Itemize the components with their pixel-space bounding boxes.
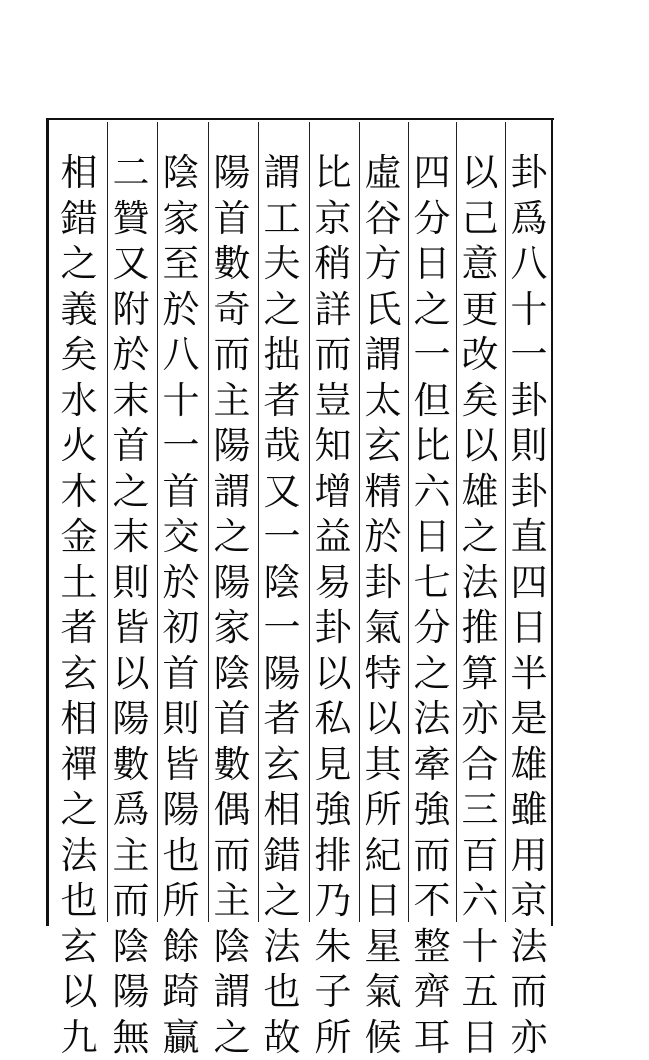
character: 整 <box>409 924 455 970</box>
character: 所 <box>310 1015 356 1060</box>
character: 之 <box>259 878 305 924</box>
character: 故 <box>259 1015 305 1060</box>
character: 一 <box>259 514 305 560</box>
character: 所 <box>158 878 204 924</box>
character: 五 <box>457 969 503 1015</box>
frame-left-border <box>46 118 49 926</box>
text-column-7 <box>209 150 255 1060</box>
character: 分 <box>409 605 455 651</box>
character: 至 <box>158 241 204 287</box>
character: 雄 <box>457 469 503 515</box>
character: 耳 <box>409 1015 455 1060</box>
character: 之 <box>409 287 455 333</box>
character: 強 <box>409 787 455 833</box>
character: 則 <box>158 696 204 742</box>
character: 卦 <box>310 605 356 651</box>
character: 子 <box>310 969 356 1015</box>
character: 但 <box>409 378 455 424</box>
character: 而 <box>209 833 255 879</box>
character: 踦 <box>158 969 204 1015</box>
character: 增 <box>310 469 356 515</box>
character: 雄 <box>506 742 552 788</box>
character: 相 <box>56 696 102 742</box>
character: 半 <box>506 651 552 697</box>
character: 氏 <box>360 287 406 333</box>
character: 陽 <box>209 560 255 606</box>
character: 陽 <box>209 150 255 196</box>
character: 亦 <box>457 696 503 742</box>
character: 謂 <box>360 332 406 378</box>
character: 陽 <box>108 969 154 1015</box>
character: 用 <box>506 833 552 879</box>
character: 爲 <box>506 196 552 242</box>
character: 陰 <box>209 924 255 970</box>
character: 二 <box>108 150 154 196</box>
character: 交 <box>158 514 204 560</box>
character: 陽 <box>158 787 204 833</box>
character: 京 <box>310 196 356 242</box>
character: 義 <box>56 287 102 333</box>
character: 十 <box>158 378 204 424</box>
character: 陽 <box>259 651 305 697</box>
character: 以 <box>56 969 102 1015</box>
character: 者 <box>259 378 305 424</box>
character: 算 <box>457 651 503 697</box>
character: 謂 <box>209 969 255 1015</box>
character: 直 <box>506 514 552 560</box>
character: 以 <box>457 423 503 469</box>
character: 皆 <box>158 742 204 788</box>
character: 日 <box>457 1015 503 1060</box>
character: 候 <box>360 1015 406 1060</box>
character: 以 <box>108 651 154 697</box>
character: 氣 <box>360 605 406 651</box>
character: 陽 <box>209 423 255 469</box>
character: 家 <box>209 605 255 651</box>
character: 之 <box>457 514 503 560</box>
character: 私 <box>310 696 356 742</box>
character: 意 <box>457 241 503 287</box>
character: 其 <box>360 742 406 788</box>
character: 豈 <box>310 378 356 424</box>
character: 陰 <box>259 560 305 606</box>
character: 之 <box>56 241 102 287</box>
character: 八 <box>158 332 204 378</box>
character: 八 <box>506 241 552 287</box>
character: 卦 <box>506 469 552 515</box>
character: 於 <box>360 514 406 560</box>
character: 更 <box>457 287 503 333</box>
character: 法 <box>409 696 455 742</box>
character: 附 <box>108 287 154 333</box>
character: 以 <box>310 651 356 697</box>
character: 贏 <box>158 1015 204 1060</box>
character: 分 <box>409 196 455 242</box>
character: 夫 <box>259 241 305 287</box>
character: 而 <box>108 878 154 924</box>
character: 者 <box>56 605 102 651</box>
character: 水 <box>56 378 102 424</box>
character: 詳 <box>310 287 356 333</box>
character: 玄 <box>360 423 406 469</box>
character: 卦 <box>506 150 552 196</box>
character: 首 <box>209 696 255 742</box>
character: 首 <box>158 469 204 515</box>
character: 偶 <box>209 787 255 833</box>
character: 玄 <box>56 651 102 697</box>
character: 乃 <box>310 878 356 924</box>
character: 無 <box>108 1015 154 1060</box>
character: 於 <box>158 560 204 606</box>
character: 謂 <box>259 150 305 196</box>
character: 以 <box>360 696 406 742</box>
character: 禪 <box>56 742 102 788</box>
character: 紀 <box>360 833 406 879</box>
character: 推 <box>457 605 503 651</box>
character: 一 <box>259 605 305 651</box>
character: 之 <box>409 651 455 697</box>
character: 四 <box>409 150 455 196</box>
character: 排 <box>310 833 356 879</box>
character: 之 <box>209 514 255 560</box>
character: 錯 <box>259 833 305 879</box>
character: 錯 <box>56 196 102 242</box>
character: 首 <box>108 423 154 469</box>
character: 而 <box>310 332 356 378</box>
character: 所 <box>360 787 406 833</box>
character: 金 <box>56 514 102 560</box>
character: 者 <box>259 696 305 742</box>
character: 一 <box>506 332 552 378</box>
character: 方 <box>360 241 406 287</box>
character: 奇 <box>209 287 255 333</box>
character: 日 <box>409 241 455 287</box>
character: 十 <box>457 924 503 970</box>
character: 京 <box>506 878 552 924</box>
character: 首 <box>158 651 204 697</box>
character: 數 <box>209 241 255 287</box>
character: 法 <box>56 833 102 879</box>
character: 不 <box>409 878 455 924</box>
character: 也 <box>259 969 305 1015</box>
character: 陽 <box>108 696 154 742</box>
character: 三 <box>457 787 503 833</box>
character: 知 <box>310 423 356 469</box>
character: 易 <box>310 560 356 606</box>
character: 則 <box>108 560 154 606</box>
character: 己 <box>457 196 503 242</box>
character: 哉 <box>259 423 305 469</box>
character: 爲 <box>108 787 154 833</box>
character: 以 <box>457 150 503 196</box>
character: 末 <box>108 514 154 560</box>
character: 法 <box>259 924 305 970</box>
character: 皆 <box>108 605 154 651</box>
character: 贊 <box>108 196 154 242</box>
character: 首 <box>209 196 255 242</box>
character: 餘 <box>158 924 204 970</box>
character: 合 <box>457 742 503 788</box>
character: 陰 <box>158 150 204 196</box>
character: 土 <box>56 560 102 606</box>
character: 比 <box>409 423 455 469</box>
character: 六 <box>457 878 503 924</box>
text-column-8 <box>158 150 204 1060</box>
character: 之 <box>209 1015 255 1060</box>
character: 主 <box>209 378 255 424</box>
character: 一 <box>409 332 455 378</box>
character: 太 <box>360 378 406 424</box>
character: 氣 <box>360 969 406 1015</box>
character: 工 <box>259 196 305 242</box>
character: 於 <box>108 332 154 378</box>
character: 九 <box>56 1015 102 1060</box>
character: 家 <box>158 196 204 242</box>
character: 日 <box>360 878 406 924</box>
character: 於 <box>158 287 204 333</box>
character: 之 <box>108 469 154 515</box>
character: 矣 <box>56 332 102 378</box>
character: 七 <box>409 560 455 606</box>
character: 又 <box>108 241 154 287</box>
character: 矣 <box>457 378 503 424</box>
character: 齊 <box>409 969 455 1015</box>
character: 法 <box>457 560 503 606</box>
text-column-1 <box>506 150 552 1060</box>
character: 陰 <box>209 651 255 697</box>
text-column-10 <box>56 150 102 1060</box>
character: 主 <box>209 878 255 924</box>
character: 虛 <box>360 150 406 196</box>
character: 相 <box>56 150 102 196</box>
character: 百 <box>457 833 503 879</box>
character: 火 <box>56 423 102 469</box>
character: 日 <box>506 605 552 651</box>
character: 比 <box>310 150 356 196</box>
character: 是 <box>506 696 552 742</box>
character: 相 <box>259 787 305 833</box>
character: 陰 <box>108 924 154 970</box>
text-column-4 <box>360 150 406 1060</box>
character: 亦 <box>506 1015 552 1060</box>
character: 改 <box>457 332 503 378</box>
character: 強 <box>310 787 356 833</box>
character: 十 <box>506 287 552 333</box>
character: 四 <box>506 560 552 606</box>
text-column-6 <box>259 150 305 1060</box>
text-column-2 <box>457 150 503 1060</box>
character: 卦 <box>506 378 552 424</box>
character: 六 <box>409 469 455 515</box>
character: 朱 <box>310 924 356 970</box>
character: 主 <box>108 833 154 879</box>
character: 又 <box>259 469 305 515</box>
character: 而 <box>409 833 455 879</box>
character: 日 <box>409 514 455 560</box>
character: 而 <box>209 332 255 378</box>
character: 牽 <box>409 742 455 788</box>
character: 數 <box>209 742 255 788</box>
text-column-3 <box>409 150 455 1060</box>
character: 則 <box>506 423 552 469</box>
character: 谷 <box>360 196 406 242</box>
character: 卦 <box>360 560 406 606</box>
text-column-5 <box>310 150 356 1060</box>
character: 數 <box>108 742 154 788</box>
character: 特 <box>360 651 406 697</box>
character: 稍 <box>310 241 356 287</box>
text-column-9 <box>108 150 154 1060</box>
character: 見 <box>310 742 356 788</box>
character: 一 <box>158 423 204 469</box>
character: 之 <box>56 787 102 833</box>
character: 玄 <box>56 924 102 970</box>
character: 精 <box>360 469 406 515</box>
character: 星 <box>360 924 406 970</box>
character: 謂 <box>209 469 255 515</box>
character: 法 <box>506 924 552 970</box>
character: 也 <box>158 833 204 879</box>
character: 之 <box>259 287 305 333</box>
character: 益 <box>310 514 356 560</box>
character: 雖 <box>506 787 552 833</box>
character: 末 <box>108 378 154 424</box>
character: 初 <box>158 605 204 651</box>
character: 玄 <box>259 742 305 788</box>
character: 拙 <box>259 332 305 378</box>
character: 也 <box>56 878 102 924</box>
character: 木 <box>56 469 102 515</box>
character: 而 <box>506 969 552 1015</box>
